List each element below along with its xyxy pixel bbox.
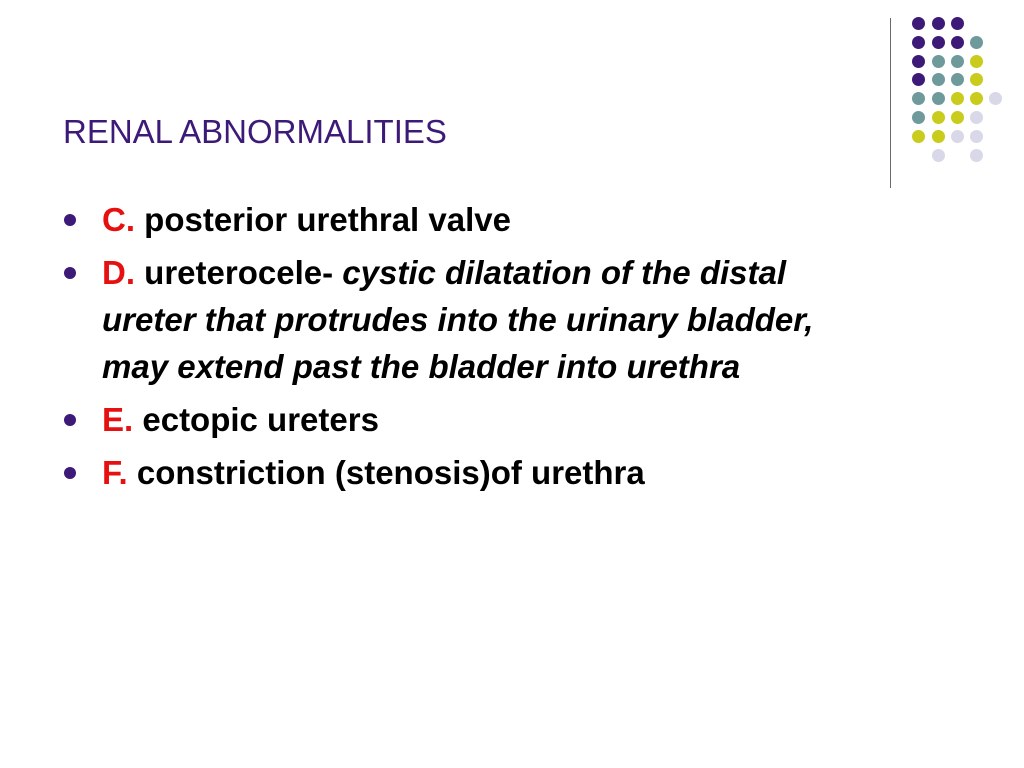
dot-decoration bbox=[912, 55, 925, 68]
dot-decoration bbox=[912, 130, 925, 143]
dot-decoration bbox=[932, 130, 945, 143]
dot-decoration bbox=[932, 55, 945, 68]
dot-decoration bbox=[912, 73, 925, 86]
dot-decoration bbox=[951, 36, 964, 49]
bullet-item bbox=[62, 396, 882, 443]
dot-decoration bbox=[970, 130, 983, 143]
decorative-dot-grid bbox=[0, 0, 1024, 200]
dot-decoration bbox=[951, 92, 964, 105]
bullet-item bbox=[62, 249, 882, 390]
dot-decoration bbox=[932, 92, 945, 105]
dot-decoration bbox=[951, 130, 964, 143]
bullet-text: constriction (stenosis)of urethra bbox=[136, 454, 645, 491]
bullet-letter: E. bbox=[102, 401, 143, 438]
bullet-item bbox=[62, 449, 882, 496]
dot-decoration bbox=[989, 92, 1002, 105]
bullet-letter: C. bbox=[102, 201, 145, 238]
bullet-text: ectopic ureters bbox=[142, 401, 379, 438]
dot-decoration bbox=[970, 149, 983, 162]
bullet-dot-icon bbox=[64, 214, 76, 226]
dot-decoration bbox=[932, 17, 945, 30]
dot-decoration bbox=[932, 36, 945, 49]
dot-decoration bbox=[951, 73, 964, 86]
slide-title: RENAL ABNORMALITIES bbox=[63, 113, 447, 150]
dot-decoration bbox=[912, 92, 925, 105]
bullet-list bbox=[62, 196, 882, 502]
bullet-letter: F. bbox=[102, 454, 137, 491]
dot-decoration bbox=[912, 17, 925, 30]
dot-decoration bbox=[970, 73, 983, 86]
dot-decoration bbox=[951, 55, 964, 68]
bullet-dot-icon bbox=[64, 267, 76, 279]
bullet-italic-text: cystic dilatation of the distal ureter that protrudes into the urinary bladder, may extend past the bladder into urethra bbox=[102, 254, 814, 385]
dot-decoration bbox=[912, 111, 925, 124]
bullet-text: posterior urethral valve bbox=[144, 201, 511, 238]
dot-decoration bbox=[951, 17, 964, 30]
bullet-dot-icon bbox=[64, 414, 76, 426]
dot-decoration bbox=[951, 111, 964, 124]
dot-decoration bbox=[970, 111, 983, 124]
bullet-dot-icon bbox=[64, 467, 76, 479]
bullet-text: ureterocele- bbox=[144, 254, 343, 291]
dot-decoration bbox=[912, 36, 925, 49]
bullet-letter: D. bbox=[102, 254, 145, 291]
dot-decoration bbox=[970, 92, 983, 105]
dot-decoration bbox=[970, 55, 983, 68]
bullet-item bbox=[62, 196, 882, 243]
dot-decoration bbox=[932, 149, 945, 162]
dot-decoration bbox=[932, 73, 945, 86]
dot-decoration bbox=[970, 36, 983, 49]
dot-decoration bbox=[932, 111, 945, 124]
vertical-divider bbox=[890, 18, 891, 188]
